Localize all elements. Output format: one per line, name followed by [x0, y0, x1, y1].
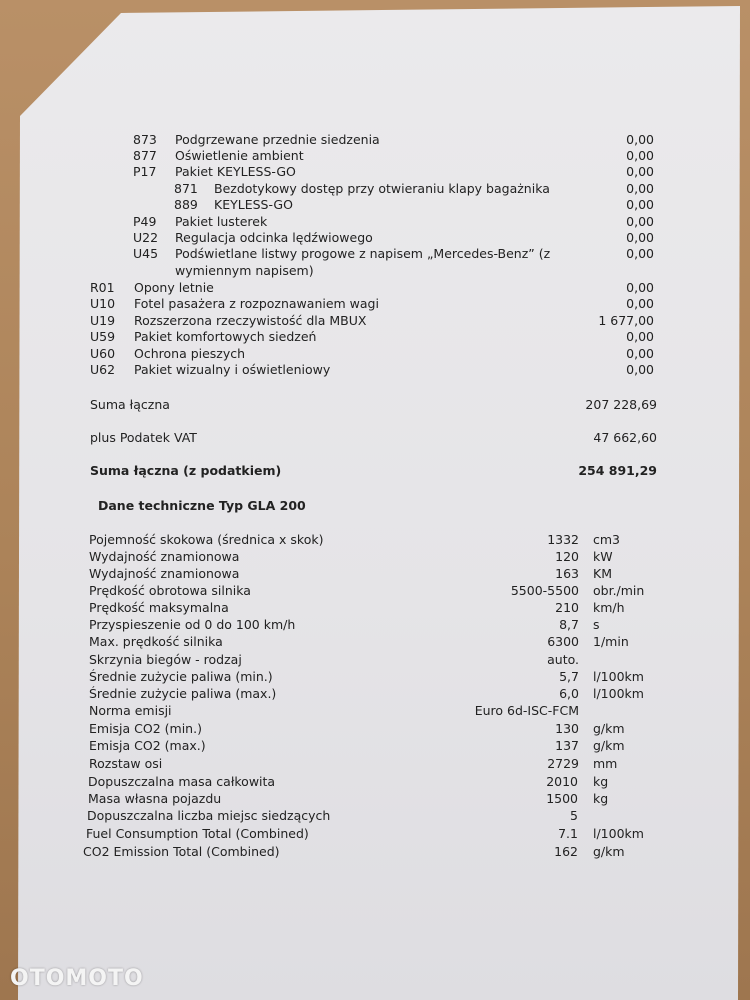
tech-unit: kg [593, 791, 609, 806]
tech-label: CO2 Emission Total (Combined) [83, 844, 280, 859]
sum-value: 207 228,69 [585, 397, 657, 412]
option-label: Regulacja odcinka lędźwiowego [175, 230, 373, 245]
tech-value: 120 [555, 549, 579, 564]
tech-label: Norma emisji [89, 703, 172, 718]
tech-label: Skrzynia biegów - rodzaj [89, 652, 242, 667]
sum-label: Suma łączna [90, 397, 170, 412]
option-code: U10 [90, 296, 116, 311]
gross-value: 254 891,29 [578, 463, 657, 478]
tech-value: 5,7 [559, 669, 579, 684]
option-label: Bezdotykowy dostęp przy otwieraniu klapy bagażnika [214, 181, 550, 196]
tech-unit: km/h [593, 600, 625, 615]
tech-value: 210 [555, 600, 579, 615]
option-value: 0,00 [626, 280, 654, 295]
option-label: Rozszerzona rzeczywistość dla MBUX [134, 313, 367, 328]
tech-unit: l/100km [593, 669, 644, 684]
tech-label: Dopuszczalna liczba miejsc siedzących [87, 808, 331, 823]
tech-heading-text: Dane techniczne Typ GLA 200 [98, 498, 306, 513]
option-value: 0,00 [626, 214, 654, 229]
tech-value: 1500 [546, 791, 578, 806]
option-code: P17 [133, 164, 157, 179]
tech-label: Emisja CO2 (min.) [89, 721, 202, 736]
option-value: 0,00 [626, 132, 654, 147]
tech-value: 5 [570, 808, 578, 823]
tech-value: 137 [555, 738, 579, 753]
tech-label: Rozstaw osi [89, 756, 163, 771]
tech-value: 6,0 [559, 686, 579, 701]
tech-unit: mm [593, 756, 618, 771]
option-code: 871 [174, 181, 198, 196]
option-value: 0,00 [626, 181, 654, 196]
tech-label: Średnie zużycie paliwa (min.) [89, 669, 273, 684]
option-value: 0,00 [626, 164, 654, 179]
vat-label: plus Podatek VAT [90, 430, 197, 445]
option-label: KEYLESS-GO [214, 197, 293, 212]
tech-label: Wydajność znamionowa [89, 549, 240, 564]
tech-unit: l/100km [593, 826, 644, 841]
tech-unit: KM [593, 566, 612, 581]
option-value: 0,00 [626, 346, 654, 361]
tech-label: Średnie zużycie paliwa (max.) [89, 686, 277, 701]
option-label-line2: wymiennym napisem) [175, 263, 314, 278]
tech-label: Prędkość maksymalna [89, 600, 229, 615]
tech-value: Euro 6d-ISC-FCM [474, 703, 579, 718]
tech-value: 162 [554, 844, 578, 859]
tech-unit: g/km [593, 844, 625, 859]
option-label: Oświetlenie ambient [175, 148, 304, 163]
tech-value: 7.1 [558, 826, 578, 841]
tech-value: auto. [547, 652, 579, 667]
option-code: 889 [174, 197, 198, 212]
option-label: Pakiet lusterek [175, 214, 268, 229]
tech-label: Max. prędkość silnika [89, 634, 223, 649]
option-value: 0,00 [626, 148, 654, 163]
tech-label: Pojemność skokowa (średnica x skok) [89, 532, 324, 547]
option-value: 0,00 [626, 246, 654, 261]
tech-label: Wydajność znamionowa [89, 566, 240, 581]
option-value: 0,00 [626, 230, 654, 245]
tech-value: 130 [555, 721, 579, 736]
option-code: U45 [133, 246, 159, 261]
option-code: 877 [133, 148, 157, 163]
option-code: U19 [90, 313, 116, 328]
tech-unit: g/km [593, 721, 625, 736]
option-code: U62 [90, 362, 116, 377]
tech-unit: cm3 [593, 532, 621, 547]
option-value: 0,00 [626, 197, 654, 212]
tech-unit: s [593, 617, 600, 632]
option-label: Podświetlane listwy progowe z napisem „Mercedes-Benz” (z [175, 246, 551, 261]
tech-unit: l/100km [593, 686, 644, 701]
option-value: 1 677,00 [598, 313, 654, 328]
option-code: U22 [133, 230, 159, 245]
tech-label: Fuel Consumption Total (Combined) [86, 826, 309, 841]
tech-unit: obr./min [593, 583, 645, 598]
vat-value: 47 662,60 [593, 430, 657, 445]
option-code: U59 [90, 329, 116, 344]
tech-value: 2010 [546, 774, 578, 789]
tech-unit: 1/min [593, 634, 629, 649]
tech-value: 2729 [547, 756, 579, 771]
option-code: P49 [133, 214, 157, 229]
tech-unit: kg [593, 774, 609, 789]
option-label: Podgrzewane przednie siedzenia [175, 132, 380, 147]
option-code: U60 [90, 346, 116, 361]
tech-label: Masa własna pojazdu [88, 791, 222, 806]
gross-label: Suma łączna (z podatkiem) [90, 463, 282, 478]
option-value: 0,00 [626, 329, 654, 344]
option-value: 0,00 [626, 296, 654, 311]
option-label: Fotel pasażera z rozpoznawaniem wagi [134, 296, 379, 311]
option-label: Ochrona pieszych [134, 346, 246, 361]
option-label: Pakiet KEYLESS-GO [175, 164, 296, 179]
tech-value: 6300 [547, 634, 579, 649]
option-code: R01 [90, 280, 115, 295]
tech-heading [98, 498, 306, 513]
tech-value: 8,7 [559, 617, 579, 632]
otomoto-watermark: OTOMOTO [10, 966, 144, 991]
tech-label: Emisja CO2 (max.) [89, 738, 206, 753]
tech-unit: kW [593, 549, 613, 564]
option-value: 0,00 [626, 362, 654, 377]
option-label: Pakiet komfortowych siedzeń [134, 329, 317, 344]
tech-value: 163 [555, 566, 579, 581]
tech-unit: g/km [593, 738, 625, 753]
tech-label: Przyspieszenie od 0 do 100 km/h [89, 617, 296, 632]
tech-value: 5500-5500 [510, 583, 579, 598]
option-label: Opony letnie [134, 280, 214, 295]
tech-label: Dopuszczalna masa całkowita [88, 774, 276, 789]
tech-label: Prędkość obrotowa silnika [89, 583, 251, 598]
option-label: Pakiet wizualny i oświetleniowy [134, 362, 331, 377]
option-code: 873 [133, 132, 157, 147]
tech-value: 1332 [547, 532, 579, 547]
